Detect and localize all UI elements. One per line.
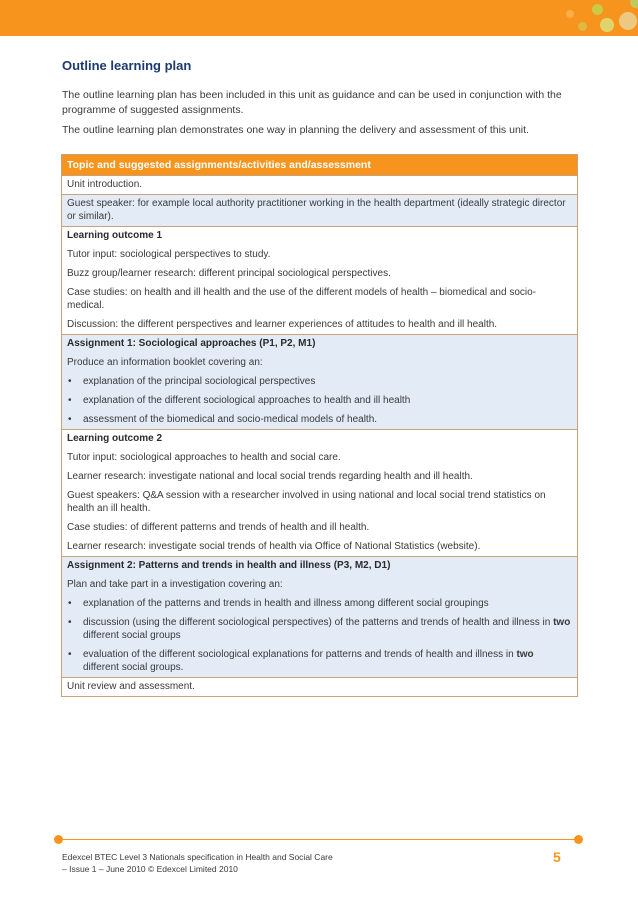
intro-paragraph: The outline learning plan demonstrates one way in planning the delivery and assessment of this unit. [62, 124, 529, 136]
assignment-title: Assignment 1: Sociological approaches (P1, P2, M1) [67, 338, 316, 349]
footer-dot-icon [574, 835, 583, 844]
footer-divider [58, 839, 578, 840]
bullet-icon: • [68, 649, 72, 660]
row-text: Buzz group/learner research: different principal sociological perspectives. [67, 268, 391, 279]
table-row [62, 226, 577, 334]
row-text: Guest speaker: for example local authority practitioner working in the health department (ideally strategic director or similar). [67, 198, 566, 222]
table-row [62, 334, 577, 429]
page-number: 5 [553, 849, 561, 865]
bullet-icon: • [68, 376, 72, 387]
bullet-icon: • [68, 617, 72, 628]
learning-outcome-title: Learning outcome 1 [67, 230, 163, 241]
learning-outcome-title: Learning outcome 2 [67, 433, 163, 444]
header-band [0, 0, 638, 36]
footer-dot-icon [54, 835, 63, 844]
decorative-circle [578, 22, 587, 31]
intro-paragraph: The outline learning plan has been included in this unit as guidance and can be used in conjunction with the programme of suggested assignments. [62, 89, 562, 116]
decorative-circle [566, 10, 574, 18]
section-title: Outline learning plan [62, 58, 192, 73]
row-text: Plan and take part in a investigation covering an: [67, 579, 283, 590]
row-text: Discussion: the different perspectives and learner experiences of attitudes to health and ill health. [67, 319, 498, 330]
bullet-icon: • [68, 414, 72, 425]
row-text: Produce an information booklet covering an: [67, 357, 263, 368]
decorative-circle [600, 18, 614, 32]
table-row [62, 429, 577, 556]
row-text: Tutor input: sociological approaches to health and social care. [67, 452, 341, 463]
assignment-title: Assignment 2: Patterns and trends in health and illness (P3, M2, D1) [67, 560, 391, 571]
table-row [62, 194, 577, 226]
row-text: Learner research: investigate national and local social trends regarding health and ill health. [67, 471, 473, 482]
row-text: Unit introduction. [67, 179, 143, 190]
table-row [62, 677, 577, 696]
row-text: Unit review and assessment. [67, 681, 195, 692]
learning-plan-table [61, 154, 578, 697]
bullet-icon: • [68, 395, 72, 406]
decorative-circle [630, 0, 638, 8]
row-text: Case studies: of different patterns and trends of health and ill health. [67, 522, 370, 533]
row-text: Tutor input: sociological perspectives to study. [67, 249, 271, 260]
footer-text: Edexcel BTEC Level 3 Nationals specification in Health and Social Care – Issue 1 – June 2010 © Edexcel Limited 2010 [62, 852, 333, 874]
table-row [62, 175, 577, 194]
row-text: Learner research: investigate social trends of health via Office of National Statistics (website). [67, 541, 481, 552]
list-item: • assessment of the biomedical and socio-medical models of health. [68, 414, 378, 425]
row-text: Case studies: on health and ill health and the use of the different models of health – biomedical and socio-medical. [67, 287, 537, 311]
list-item: • explanation of the different sociological approaches to health and ill health [68, 395, 411, 406]
bullet-icon: • [68, 598, 72, 609]
row-text: Guest speakers: Q&A session with a researcher involved in using national and local social trend statistics on health an ill health. [67, 490, 546, 514]
list-item: • explanation of the patterns and trends in health and illness among different social groupings [68, 598, 489, 609]
table-header: Topic and suggested assignments/activities and/assessment [62, 155, 577, 175]
list-item: • evaluation of the different sociological explanations for patterns and trends of health and illness in two different social groups. [68, 649, 534, 673]
bullet-list [67, 597, 572, 674]
list-item: • discussion (using the different sociological perspectives) of the patterns and trends of health and illness in two different social groups [68, 617, 571, 641]
decorative-circle [592, 4, 603, 15]
table-row [62, 556, 577, 677]
decorative-circle [619, 12, 637, 30]
list-item: • explanation of the principal sociological perspectives [68, 376, 316, 387]
bullet-list [67, 375, 572, 426]
